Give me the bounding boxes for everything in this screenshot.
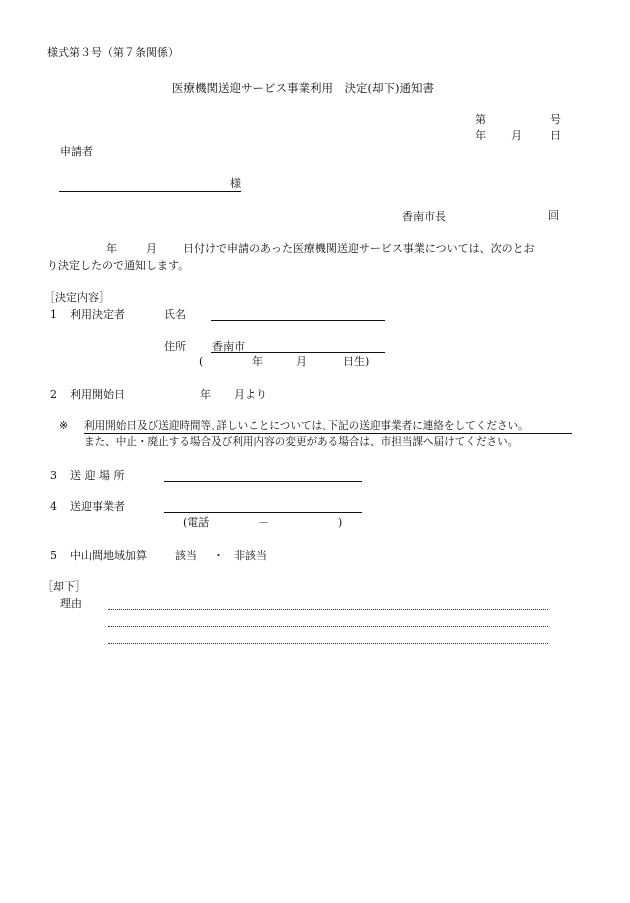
item1-label: 利用決定者 bbox=[70, 308, 125, 321]
date-day: 日 bbox=[550, 129, 561, 142]
option-separator: ・ bbox=[213, 549, 224, 562]
doc-number-prefix: 第 bbox=[475, 113, 486, 126]
note-line1: 利用開始日及び送迎時間等､詳しいことについては､下記の送迎事業者に連絡をしてください。 bbox=[84, 420, 529, 432]
note-line2: また、中止・廃止する場合及び利用内容の変更がある場合は、市担当課へ届けてください。 bbox=[84, 436, 519, 448]
item5-number: 5 bbox=[50, 549, 57, 562]
item1-number: 1 bbox=[50, 308, 57, 321]
issuer-name: 香南市長 bbox=[402, 210, 446, 223]
address-line bbox=[211, 352, 385, 353]
reason-label: 理由 bbox=[60, 597, 82, 610]
item4-number: 4 bbox=[50, 500, 57, 513]
decision-header: ［決定内容］ bbox=[44, 291, 110, 304]
item2-label: 利用開始日 bbox=[70, 388, 125, 401]
name-label: 氏名 bbox=[164, 308, 186, 321]
operator-line bbox=[164, 512, 362, 513]
birth-year: 年 bbox=[252, 355, 263, 368]
item5-label: 中山間地域加算 bbox=[70, 549, 147, 562]
form-number: 様式第３号（第７条関係） bbox=[47, 46, 179, 59]
body-text-line2: り決定したので通知します。 bbox=[47, 259, 190, 272]
reason-line-2 bbox=[108, 626, 548, 627]
option-not-applicable: 非該当 bbox=[234, 549, 267, 562]
phone-close: ) bbox=[338, 516, 343, 529]
body-month: 月 bbox=[146, 242, 157, 255]
applicant-label: 申請者 bbox=[60, 145, 93, 158]
note-mark: ※ bbox=[59, 419, 69, 432]
item4-label: 送迎事業者 bbox=[70, 500, 125, 513]
seal-mark: 回 bbox=[548, 209, 559, 222]
address-value: 香南市 bbox=[212, 340, 245, 353]
applicant-honorific: 様 bbox=[230, 177, 241, 190]
birth-month: 月 bbox=[296, 355, 307, 368]
date-year: 年 bbox=[475, 129, 486, 142]
birth-day: 日生) bbox=[343, 355, 370, 368]
phone-open: (電話 bbox=[183, 516, 210, 529]
rejection-header: ［却下］ bbox=[42, 580, 86, 593]
date-month: 月 bbox=[511, 129, 522, 142]
reason-line-3 bbox=[108, 643, 548, 644]
birth-open: ( bbox=[199, 355, 204, 368]
start-year: 年 bbox=[200, 388, 211, 401]
option-applicable: 該当 bbox=[175, 549, 197, 562]
note-underline bbox=[84, 433, 572, 434]
name-line bbox=[211, 320, 385, 321]
doc-number-suffix: 号 bbox=[550, 113, 561, 126]
item2-number: 2 bbox=[50, 388, 57, 401]
phone-dash: － bbox=[258, 516, 269, 529]
start-month: 月より bbox=[234, 388, 267, 401]
applicant-name-line bbox=[59, 191, 241, 192]
pickup-location-line bbox=[164, 481, 362, 482]
address-label: 住所 bbox=[164, 340, 186, 353]
body-text-line1: 日付けで申請のあった医療機関送迎サービス事業については、次のとお bbox=[183, 242, 535, 255]
item3-number: 3 bbox=[50, 469, 57, 482]
item3-label: 送 迎 場 所 bbox=[70, 469, 125, 482]
body-year: 年 bbox=[106, 242, 117, 255]
reason-line-1 bbox=[108, 609, 548, 610]
document-title: 医療機関送迎サービス事業利用 決定(却下)通知書 bbox=[172, 81, 434, 95]
